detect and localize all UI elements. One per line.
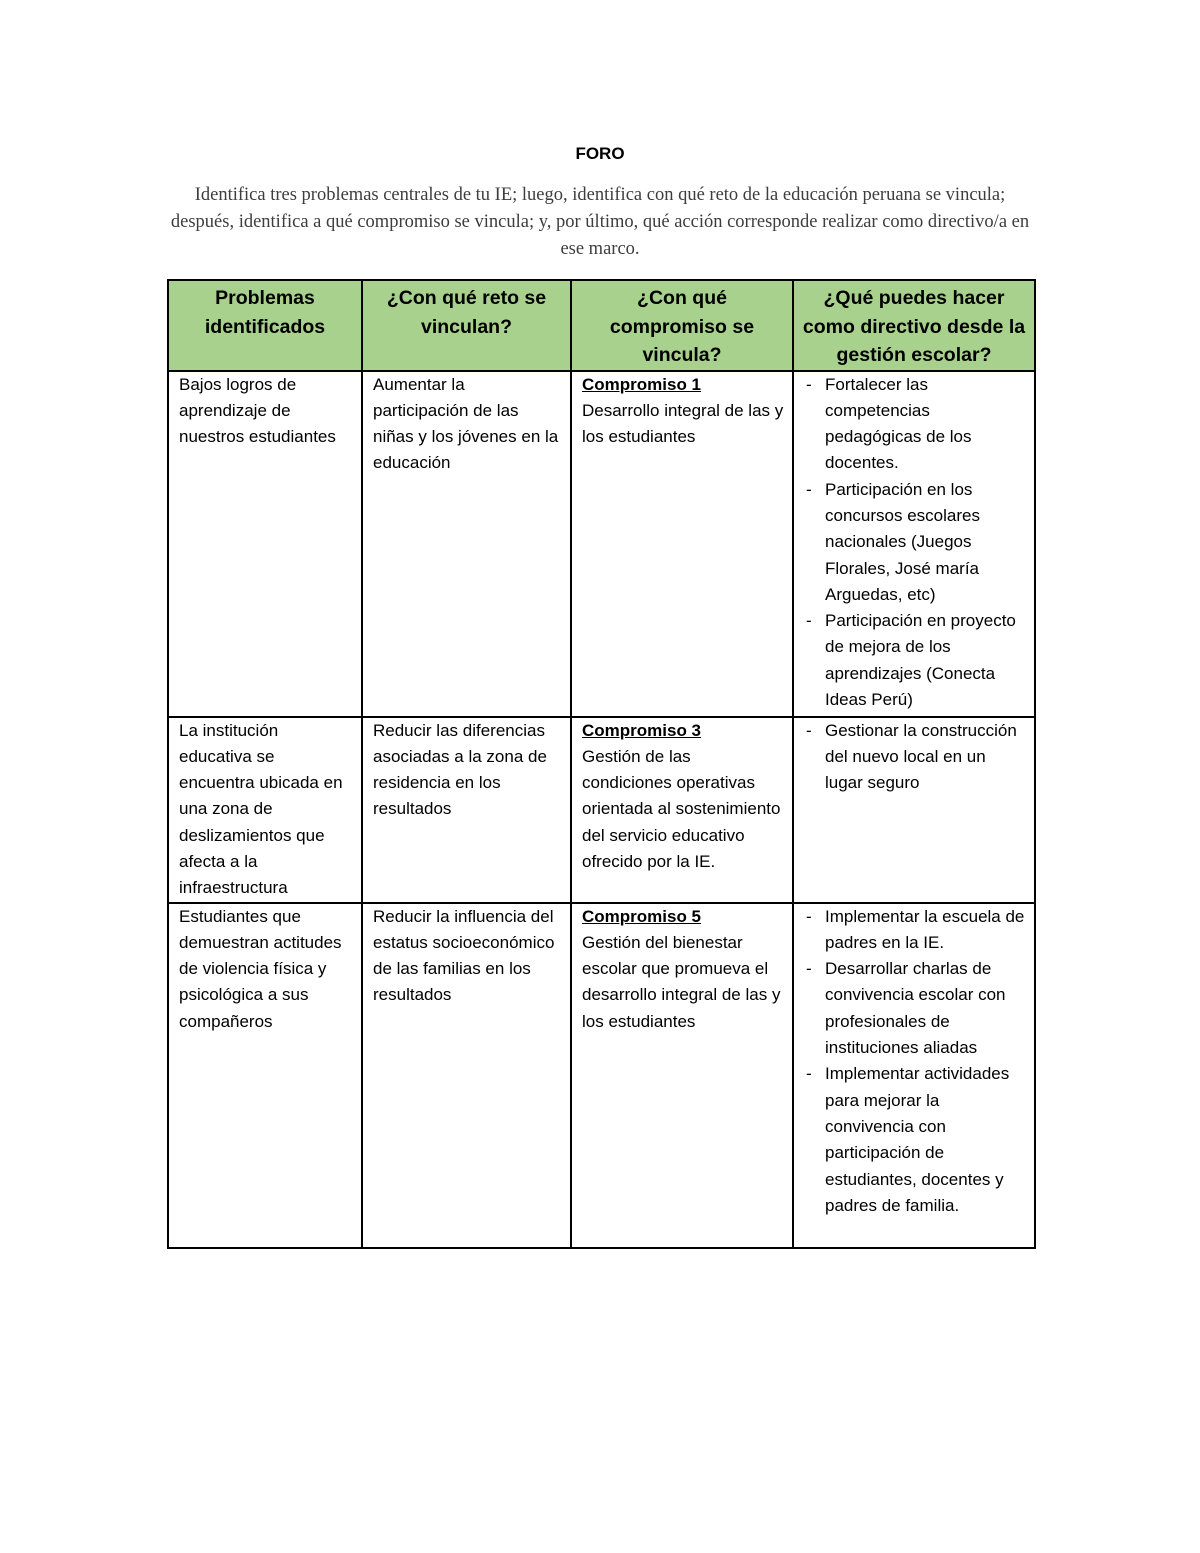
actions-list [804,718,1026,797]
commitment-title: Compromiso 5 [582,906,702,926]
commitment-cell [571,717,793,903]
dash-bullet-icon: - [806,374,812,394]
challenge-cell: Reducir la influencia del estatus socioeconómico de las familias en los resultados [362,903,571,1248]
action-item: - Fortalecer las competencias pedagógicas de los docentes. [804,372,1026,477]
commitment-text: Gestión del bienestar escolar que promueva el desarrollo integral de las y los estudiantes [582,932,781,1031]
table-row [168,717,1035,903]
dash-bullet-icon: - [806,611,812,631]
actions-cell [793,903,1035,1248]
header-actions: ¿Qué puedes hacer como directivo desde la gestión escolar? [793,280,1035,371]
actions-list [804,372,1026,714]
dash-bullet-icon: - [806,959,812,979]
commitment-text: Desarrollo integral de las y los estudiantes [582,400,784,447]
problem-cell: La institución educativa se encuentra ubicada en una zona de deslizamientos que afecta a la infraestructura [168,717,362,903]
dash-bullet-icon: - [806,720,812,740]
challenge-cell: Aumentar la participación de las niñas y los jóvenes en la educación [362,371,571,717]
table-header-row [168,280,1035,371]
dash-bullet-icon: - [806,906,812,926]
table-row [168,903,1035,1248]
action-item: - Participación en los concursos escolares nacionales (Juegos Florales, José maría Arguedas, etc) [804,477,1026,608]
table-row [168,371,1035,717]
header-challenge: ¿Con qué reto se vinculan? [362,280,571,371]
actions-cell [793,371,1035,717]
page-title: FORO [575,144,625,163]
header-problems: Problemas identificados [168,280,362,371]
challenge-cell: Reducir las diferencias asociadas a la zona de residencia en los resultados [362,717,571,903]
problem-cell: Estudiantes que demuestran actitudes de violencia física y psicológica a sus compañeros [168,903,362,1248]
forum-table [167,279,1036,1249]
dash-bullet-icon: - [806,479,812,499]
commitment-title: Compromiso 3 [582,720,702,740]
commitment-cell [571,903,793,1248]
action-item: - Gestionar la construcción del nuevo local en un lugar seguro [804,718,1026,797]
problem-cell: Bajos logros de aprendizaje de nuestros estudiantes [168,371,362,717]
action-item: - Desarrollar charlas de convivencia escolar con profesionales de instituciones aliadas [804,956,1026,1061]
intro-paragraph: Identifica tres problemas centrales de tu IE; luego, identifica con qué reto de la educación peruana se vincula; después, identifica a qué compromiso se vincula; y, por último, qué acción corresponde realizar como directivo/a en ese marco. [170,185,1030,259]
commitment-text: Gestión de las condiciones operativas orientada al sostenimiento del servicio educativo ofrecido por la IE. [582,746,781,871]
header-commitment: ¿Con qué compromiso se vincula? [571,280,793,371]
actions-cell [793,717,1035,903]
action-item: - Implementar la escuela de padres en la IE. [804,904,1026,957]
commitment-cell [571,371,793,717]
action-item: - Implementar actividades para mejorar la convivencia con participación de estudiantes, docentes y padres de familia. [804,1061,1026,1219]
action-item: - Participación en proyecto de mejora de los aprendizajes (Conecta Ideas Perú) [804,608,1026,713]
dash-bullet-icon: - [806,1064,812,1084]
commitment-title: Compromiso 1 [582,374,702,394]
actions-list [804,904,1026,1220]
